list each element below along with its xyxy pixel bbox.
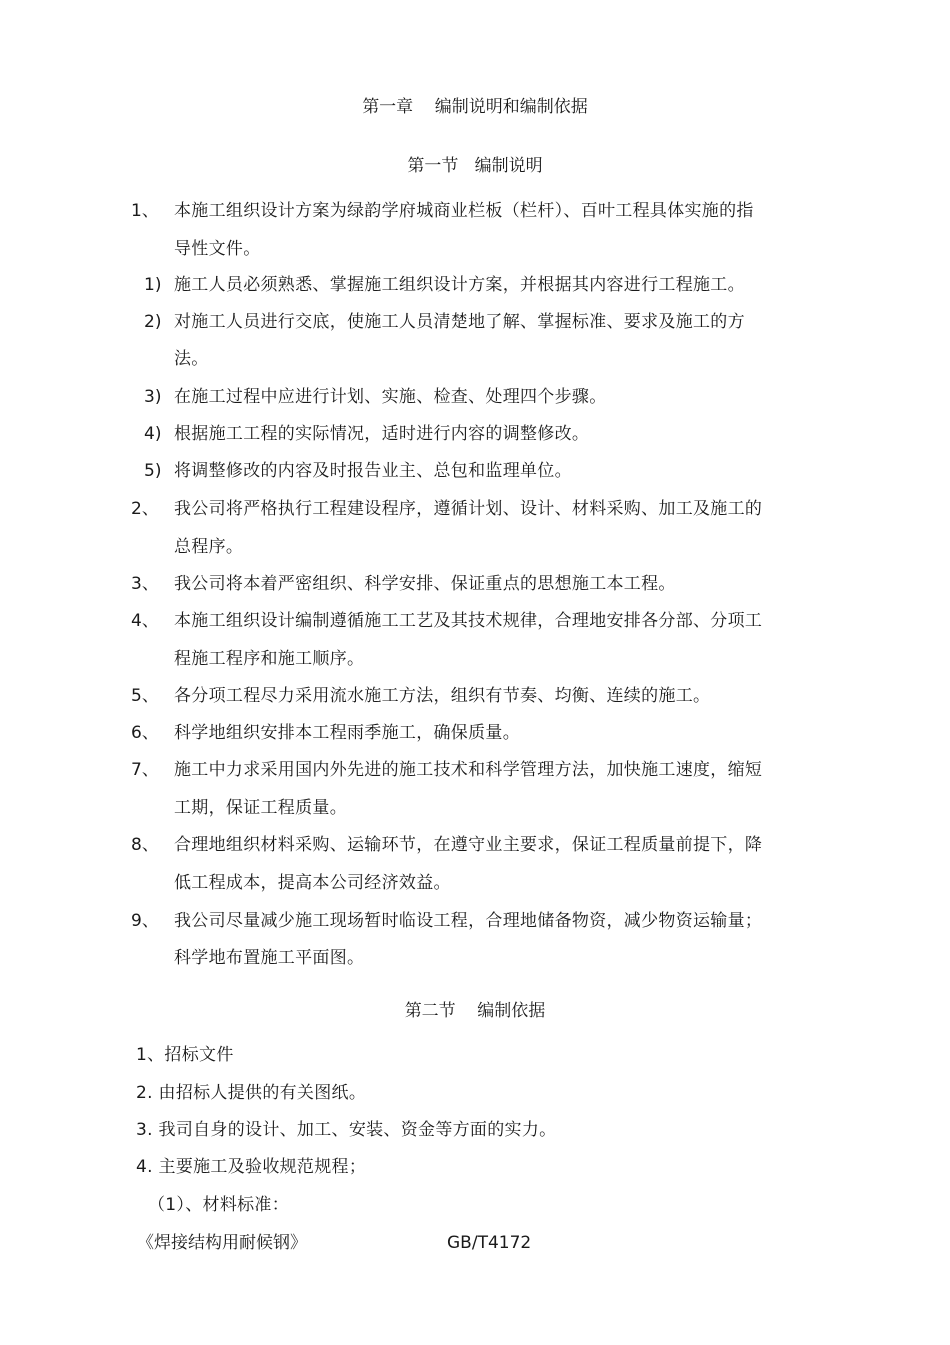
- item-text: 低工程成本，提高本公司经济效益。: [174, 873, 451, 893]
- item-text: 施工中力求采用国内外先进的施工技术和科学管理方法，加快施工速度，缩短: [174, 760, 763, 780]
- item-text: 本施工组织设计方案为绿韵学府城商业栏板（栏杆）、百叶工程具体实施的指: [174, 201, 754, 221]
- item-number: 1): [144, 275, 162, 295]
- item-text: 合理地组织材料采购、运输环节，在遵守业主要求，保证工程质量前提下，降: [174, 835, 763, 855]
- list-item: [0, 907, 950, 935]
- section-title-2: 第二节 编制依据: [404, 1001, 546, 1021]
- standard-row: [0, 1229, 950, 1257]
- basis-item: [0, 1153, 950, 1181]
- item-text: 导性文件。: [174, 239, 261, 259]
- list-item: [0, 420, 950, 448]
- list-item: [0, 607, 950, 635]
- list-item-continuation: [0, 235, 950, 263]
- item-text: 根据施工工程的实际情况，适时进行内容的调整修改。: [174, 424, 590, 444]
- list-item-continuation: [0, 944, 950, 972]
- basis-text: 4. 主要施工及验收规范规程；: [136, 1157, 367, 1177]
- standard-name: 《焊接结构用耐候钢》: [137, 1233, 307, 1253]
- item-text: 将调整修改的内容及时报告业主、总包和监理单位。: [174, 461, 572, 481]
- list-item-continuation: [0, 533, 950, 561]
- item-text: 法。: [174, 349, 209, 369]
- item-text: 本施工组织设计编制遵循施工工艺及其技术规律，合理地安排各分部、分项工: [174, 611, 763, 631]
- basis-item: [0, 1191, 950, 1219]
- list-item: [0, 271, 950, 299]
- list-item: [0, 308, 950, 336]
- item-text: 我公司将严格执行工程建设程序，遵循计划、设计、材料采购、加工及施工的: [174, 499, 763, 519]
- item-text: 总程序。: [174, 537, 244, 557]
- item-number: 8、: [131, 835, 159, 855]
- list-item-continuation: [0, 869, 950, 897]
- item-number: 7、: [131, 760, 159, 780]
- list-item-continuation: [0, 645, 950, 673]
- item-number: 5): [144, 461, 162, 481]
- item-number: 2、: [131, 499, 159, 519]
- item-text: 科学地布置施工平面图。: [174, 948, 365, 968]
- basis-item: [0, 1041, 950, 1069]
- item-number: 3、: [131, 574, 159, 594]
- item-text: 在施工过程中应进行计划、实施、检查、处理四个步骤。: [174, 387, 607, 407]
- list-item-continuation: [0, 794, 950, 822]
- item-text: 我公司尽量减少施工现场暂时临设工程，合理地储备物资，减少物资运输量；: [174, 911, 763, 931]
- item-number: 4): [144, 424, 162, 444]
- list-item: [0, 383, 950, 411]
- list-item: [0, 756, 950, 784]
- item-number: 4、: [131, 611, 159, 631]
- item-text: 施工人员必须熟悉、掌握施工组织设计方案，并根据其内容进行工程施工。: [174, 275, 745, 295]
- item-number: 3): [144, 387, 162, 407]
- item-number: 1、: [131, 201, 159, 221]
- item-text: 各分项工程尽力采用流水施工方法，组织有节奏、均衡、连续的施工。: [174, 686, 711, 706]
- list-item-continuation: [0, 345, 950, 373]
- basis-item: [0, 1116, 950, 1144]
- basis-text: 2. 由招标人提供的有关图纸。: [136, 1083, 367, 1103]
- basis-text: 1、招标文件: [136, 1045, 234, 1065]
- item-number: 6、: [131, 723, 159, 743]
- basis-item: [0, 1079, 950, 1107]
- item-number: 2): [144, 312, 162, 332]
- section-title-1: 第一节 编制说明: [407, 156, 543, 176]
- basis-text: 3. 我司自身的设计、加工、安装、资金等方面的实力。: [136, 1120, 557, 1140]
- list-item: [0, 682, 950, 710]
- item-text: 我公司将本着严密组织、科学安排、保证重点的思想施工本工程。: [174, 574, 676, 594]
- item-text: 对施工人员进行交底，使施工人员清楚地了解、掌握标准、要求及施工的方: [174, 312, 745, 332]
- list-item: [0, 570, 950, 598]
- item-text: 程施工程序和施工顺序。: [174, 649, 365, 669]
- item-number: 5、: [131, 686, 159, 706]
- item-number: 9、: [131, 911, 159, 931]
- item-text: 工期，保证工程质量。: [174, 798, 347, 818]
- list-item: [0, 719, 950, 747]
- list-item: [0, 831, 950, 859]
- basis-text: （1）、材料标准：: [148, 1195, 290, 1215]
- standard-code: GB/T4172: [447, 1233, 532, 1253]
- list-item: [0, 197, 950, 225]
- chapter-title: 第一章 编制说明和编制依据: [362, 97, 588, 117]
- list-item: [0, 457, 950, 485]
- list-item: [0, 495, 950, 523]
- item-text: 科学地组织安排本工程雨季施工，确保质量。: [174, 723, 520, 743]
